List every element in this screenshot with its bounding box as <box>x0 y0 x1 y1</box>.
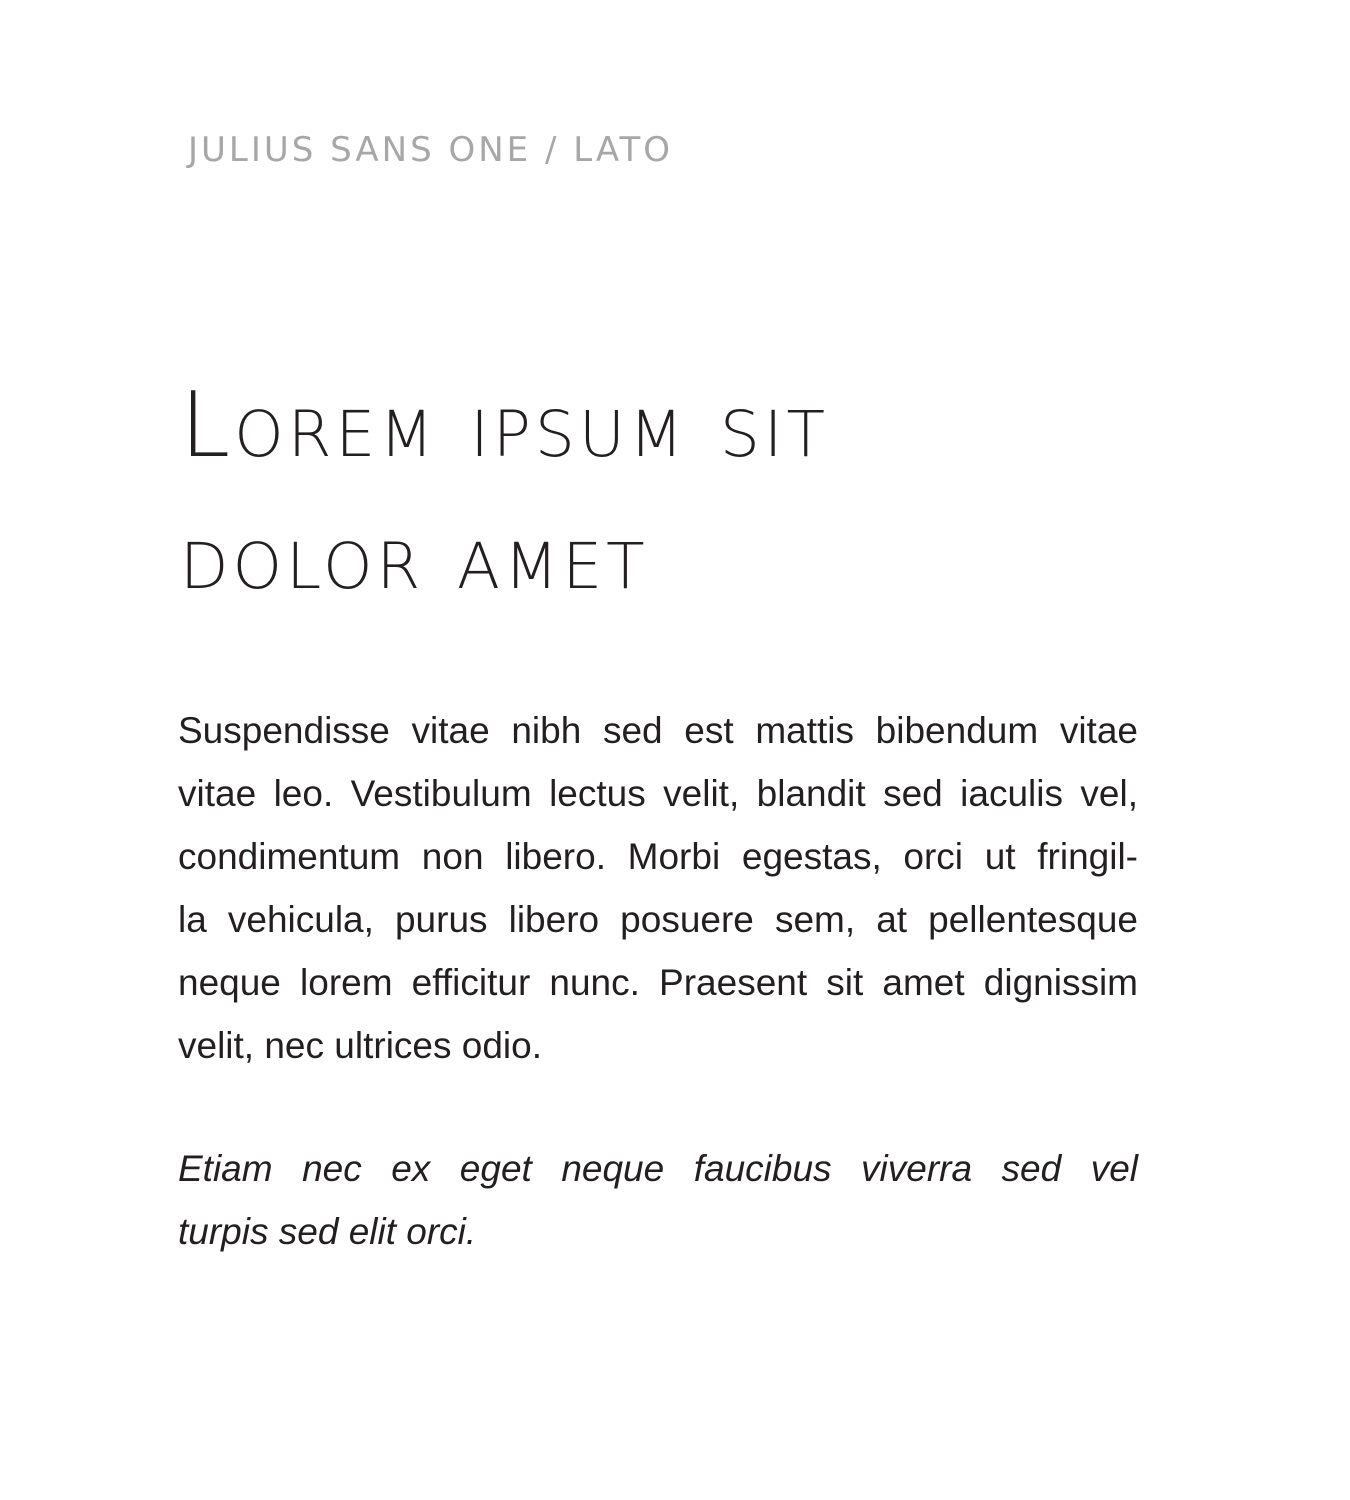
headline-line: dolor amet <box>180 505 649 610</box>
body-paragraph <box>178 699 1138 1077</box>
font-pair-label: JULIUS SANS ONE / LATO <box>188 130 674 170</box>
italic-paragraph <box>178 1137 1138 1263</box>
headline-line: Lorem ipsum sit <box>180 373 829 478</box>
italic-line: Etiam nec ex eget neque faucibus viverra sed vel <box>178 1148 1138 1189</box>
body-line: condimentum non libero. Morbi egestas, orci ut fringil- <box>178 836 1138 877</box>
italic-line: turpis sed elit orci. <box>178 1211 477 1252</box>
body-line: velit, nec ultrices odio. <box>178 1025 543 1066</box>
body-line: vitae leo. Vestibulum lectus velit, blandit sed iaculis vel, <box>178 773 1138 814</box>
body-line: la vehicula, purus libero posuere sem, at pellentesque <box>178 899 1138 940</box>
body-line: neque lorem efficitur nunc. Praesent sit amet dignissim <box>178 962 1138 1003</box>
body-line: Suspendisse vitae nibh sed est mattis bibendum vitae <box>178 710 1138 751</box>
headline <box>180 360 1190 624</box>
